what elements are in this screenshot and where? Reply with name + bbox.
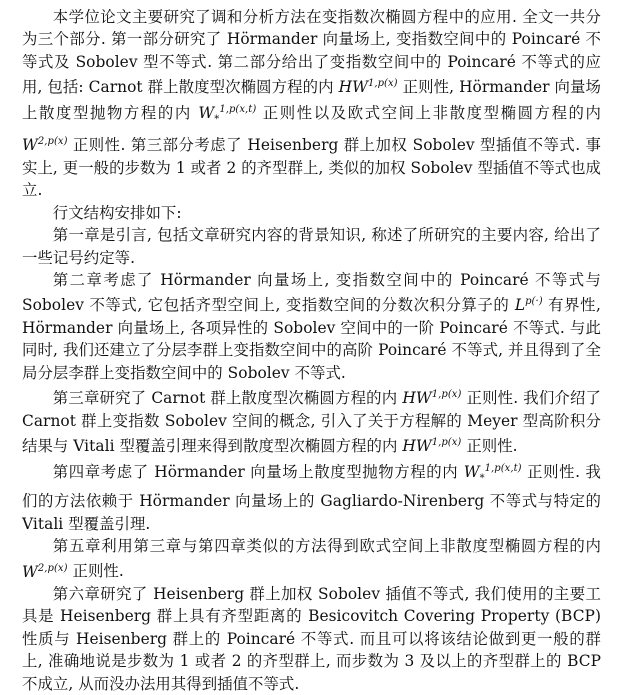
text-run: 第四章考虑了 Hörmander 向量场上散度型抛物方程的内 [52,462,464,481]
paragraph-abstract [22,6,601,202]
math-base: W [22,136,38,155]
math-superscript: 1,p(x) [367,78,398,90]
math-base: W [198,103,215,122]
text-run: 正则性. 我们介绍了 Carnot 群上变指数 Sobolev 空间的概念, 引入了关于方程解的 Meyer 型高阶积分结果与 Vitali 型覆盖引理来得到散度型次椭圆方程的内 [22,389,601,456]
inline-math [463,462,522,484]
text-run: 本学位论文主要研究了调和分析方法在变指数次椭圆方程中的应用. 全文一共分为三个部分. 第一部分研究了 Hörmander 向量场上, 变指数空间中的 Poincaré 不等式及 Sobolev 型不等式. 第二部分给出了变指数空间中的 Poincaré 不等式的应用, 包括: Carnot 群上散度型次椭圆方程的内 [22,8,601,97]
text-run: 正则性. 第三部分考虑了 Heisenberg 群上加权 Sobolev 型插值不等式. 事实上, 更一般的步数为 1 或者 2 的齐型群上, 类似的加权 Sobolev 型插值不等式也成立. [22,136,601,200]
math-base: L [514,296,526,315]
text-run: 第三章研究了 Carnot 群上散度型次椭圆方程的内 [52,389,403,408]
math-base: HW [402,437,432,456]
math-base: W [463,462,480,481]
paragraph-chapter-6 [22,583,601,695]
paragraph-chapter-1 [22,224,601,269]
math-superscript: 1,p(x,t) [484,462,522,474]
inline-math [402,389,461,407]
math-superscript: 1,p(x) [431,389,462,401]
text-run: 有界性, Hörmander 向量场上, 各项异性的 Sobolev 空间中的一阶 Poincaré 不等式. 与此同时, 我们还建立了分层李群上变指数空间中的高阶 Poincaré 不等式, 并且得到了全局分层李群上变指数空间中的 Sobolev 不等式. [22,296,601,382]
text-run: 正则性, Hörmander 向量场上散度型抛物方程的内 [22,78,601,122]
inline-math [22,563,68,581]
math-subscript: * [479,472,485,484]
paragraph-chapter-3 [22,384,601,457]
paragraph-chapter-4 [22,458,601,535]
math-base: W [22,562,38,581]
math-base: HW [402,389,432,408]
paragraph-chapter-5 [22,535,601,583]
text-run: 正则性. [461,437,518,456]
math-base: HW [338,78,368,97]
text-run: 正则性. 我们的方法依赖于 Hörmander 向量场上的 Gagliardo-Nirenberg 不等式与特定的 Vitali 型覆盖引理. [22,462,601,533]
text-run: 正则性. [67,562,124,581]
paragraph-chapter-2 [22,269,601,384]
inline-math [515,296,543,314]
text-run: 第一章是引言, 包括文章研究内容的背景知识, 称述了所研究的主要内容, 给出了一些记号约定等. [22,226,601,267]
paragraph-structure-intro [22,202,601,224]
math-superscript: 2,p(x) [37,136,68,148]
inline-math [402,437,461,455]
text-run: 第六章研究了 Heisenberg 群上加权 Sobolev 插值不等式, 我们使用的主要工具是 Heisenberg 群上具有齐型距离的 Besicovitch Covering Property (BCP) 性质与 Heisenberg 群上的 Poincaré 不等式. 而且可以将该结论做到更一般的群上, 准确地说是步数为 1 或者 2 的齐型群上, 而步数为 3 及以上的齐型群上的 BCP 不成立, 从而没办法用其得到插值不等式. [22,584,601,693]
math-superscript: 1,p(x) [431,437,462,449]
math-subscript: * [214,113,220,125]
text-run: 第二章考虑了 Hörmander 向量场上, 变指数空间中的 Poincaré 不等式与 Sobolev 不等式, 它包括齐型空间上, 变指数空间的分数次积分算子的 [22,270,601,315]
text-run: 正则性以及欧式空间上非散度型椭圆方程的内 [256,103,601,122]
inline-math [339,78,398,96]
inline-math [198,103,257,125]
math-superscript: p(·) [525,296,543,308]
inline-math [22,136,68,154]
text-run: 行文结构安排如下: [52,203,182,222]
math-superscript: 1,p(x,t) [219,103,257,115]
math-superscript: 2,p(x) [37,562,68,574]
text-run: 第五章利用第三章与第四章类似的方法得到欧式空间上非散度型椭圆方程的内 [52,536,601,555]
